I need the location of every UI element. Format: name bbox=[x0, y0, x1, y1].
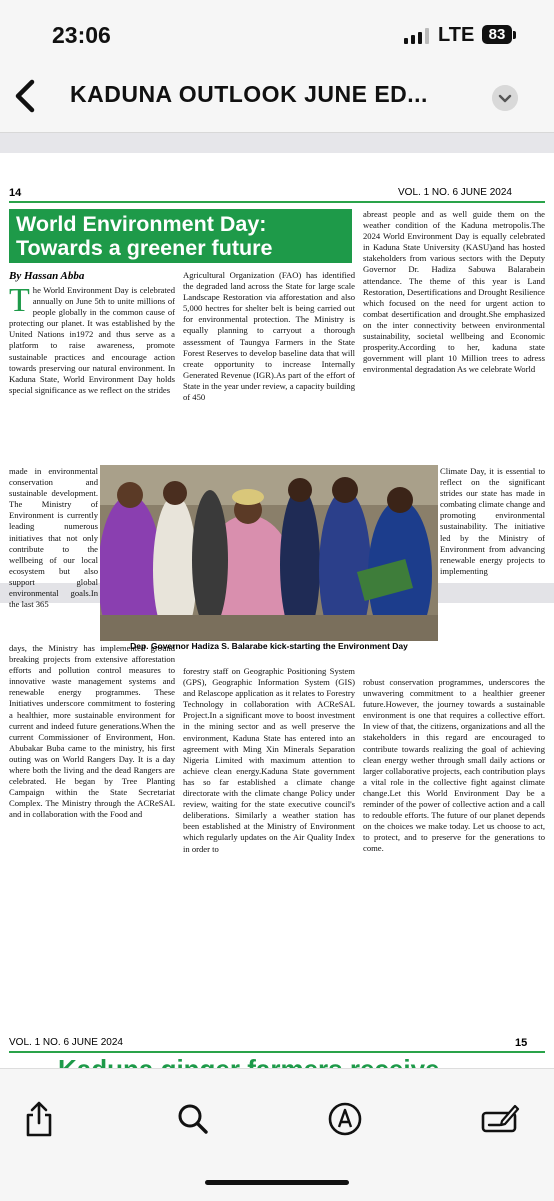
col2-top-text: Agricultural Organization (FAO) has identified the degraded land across the State for large scale Landscape Restoration via afforestation and also 5,000 hectres for shelter belt is being carried out for environmental protection. The Ministry is equally planning to carryout a thorough assessment of Taungya Farmers in the State Forest Reserves to develop baseline data that will create opportunity to increase Internally Generated Revenue (IGR).As part of the effort of State in the year under review, a capacity building of 450 bbox=[183, 270, 355, 403]
battery-cap bbox=[513, 31, 516, 39]
article-photo bbox=[100, 465, 438, 641]
column-3-top bbox=[363, 209, 545, 465]
photo-caption: Dep. Governor Hadiza S. Balarabe kick-starting the Environment Day bbox=[130, 641, 408, 651]
header-rule bbox=[9, 201, 545, 203]
document-title[interactable]: KADUNA OUTLOOK JUNE ED... bbox=[70, 81, 428, 107]
col3-bottom-text: robust conservation programmes, underscores the unwavering commitment to a healthier greener future.However, the journey towards a sustainable environment is one that requires a collective effort. In view of that, the citizens, organizations and all the stakeholders in this regard are encouraged to contribute towards realizing the goal of achieving clean energy wether through small daily actions or larger collaborative projects, each contribution plays a vital role in the collective fight against climate change.Let this World Environment Day be a reminder of the power of collective action and a call to redouble efforts. The future of our planet depends on the choices we make today. Let us choose to act, to protect, and to preserve for the generations to come. bbox=[363, 677, 545, 854]
column-1-bottom bbox=[9, 643, 175, 873]
col3-top-text: abreast people and as well guide them on the weather condition of the Kaduna metropolis.The 2024 World Environment Day is equally celebrated in Kaduna State University (KASU)and has hosted stakeholders from various sectors with the Deputy Governor Dr. Hadiza Sabuwa Balarabein attendance. The theme of this year is Land Restoration, Desertifications and Drought Resilience which focused on the need for urgent action to combat desertification and drought.She emphasized on the inter connectivity between environmental sustainability, societal wellbeing and Economic prosperity.According to her, kaduna state government will plant 10 Million trees to adress environmental degradation As we celebrate World bbox=[363, 209, 545, 375]
search-icon[interactable] bbox=[173, 1099, 213, 1139]
page2-volume-info: VOL. 1 NO. 6 JUNE 2024 bbox=[9, 1037, 123, 1048]
markup-icon[interactable] bbox=[325, 1099, 365, 1139]
status-bar bbox=[0, 0, 554, 62]
page-number: 14 bbox=[9, 187, 22, 199]
headline-line2: Towards a greener future bbox=[16, 236, 273, 260]
col3-wrap-text: Climate Day, it is essential to reflect on the significant strides our state has made in combating climate change and promoting environmental sustainability. The initiative led by the Ministry of Environment from advancing renewable energy projects to implementing bbox=[440, 466, 545, 576]
column-1-top bbox=[9, 285, 175, 465]
col2-bottom-text: forestry staff on Geographic Positioning System (GPS), Geographic Information System (GIS) and Relascope application as it relates to Forestry Technology in collaboration with ACReSAL Project.In a significant move to boost investment in the mining sector and as well preserve the environment, Kaduna State has entered into an agreement with Ming Xin Minerals Separation Nigeria Limited with maximum attention to achieve clean energy.Kaduna State government has so far established a climate change directorate with the climate change Policy under review, waiting for the state executive council's deliberations. Similarly a weather station has been established at the Ministry of Environment which regularly updates on the Air Quality Index in order to bbox=[183, 666, 355, 854]
volume-info: VOL. 1 NO. 6 JUNE 2024 bbox=[398, 187, 512, 198]
network-label: LTE bbox=[438, 24, 475, 46]
event-photo-illustration bbox=[100, 465, 438, 641]
column-1-wrap bbox=[9, 466, 98, 642]
col1-top-text: he World Environment Day is celebrated annually on June 5th to unite millions of people globally in the common cause of protecting our planet. It was established by the United Nations in1972 and thus serve as a platform to raise awareness, promote sustainable practices and encourage action towards preserving our natural environment. In Kaduna State, World Environment Day holds special significance as we reflect on the strides bbox=[9, 285, 175, 395]
share-icon[interactable] bbox=[19, 1099, 59, 1139]
column-2-bottom bbox=[183, 666, 355, 874]
annotate-icon[interactable] bbox=[480, 1099, 520, 1139]
drop-cap: T bbox=[9, 285, 30, 319]
byline: By Hassan Abba bbox=[9, 270, 85, 282]
chevron-down-icon[interactable] bbox=[492, 85, 518, 111]
page2-page-number: 15 bbox=[515, 1037, 528, 1049]
column-3-wrap bbox=[440, 466, 545, 676]
col1-wrap-text: made in environmental conservation and sustainable development. The Ministry of Environment is currently leading numerous initiatives that not only contribute to the wellbeing of our local ecosystem but also support global environmental goals.In the last 365 bbox=[9, 466, 98, 610]
headline-line1: World Environment Day: bbox=[16, 212, 267, 236]
col1-bottom-text: days, the Ministry has implemented ground breaking projects from extensive afforestation efforts and pollution control measures to innovative waste management systems and renewable energy programmes. These Initiatives underscore commitment to fostering a healthier, more sustainable environment for current and indeed future generations.When the current Commissioner of Environment, Hon. Abubakar Buba came to the ministry, his first outing was on World Rangers Day. It is a day where both the living and the dead Rangers are celebrated. He began by Tree Planting Campaign within the State Secretariat Complex. The Ministry through the ACReSAL and in collaboration with the Food and bbox=[9, 643, 175, 820]
column-3-bottom bbox=[363, 677, 545, 873]
cellular-signal-icon bbox=[404, 28, 432, 44]
column-2-top bbox=[183, 270, 355, 464]
page2-header-rule bbox=[9, 1051, 545, 1053]
home-indicator[interactable] bbox=[205, 1180, 349, 1185]
navigation-bar bbox=[0, 62, 554, 133]
article-headline bbox=[9, 209, 352, 263]
back-chevron-icon[interactable] bbox=[8, 74, 42, 118]
battery-icon: 83 bbox=[482, 25, 512, 44]
status-time: 23:06 bbox=[52, 22, 111, 48]
